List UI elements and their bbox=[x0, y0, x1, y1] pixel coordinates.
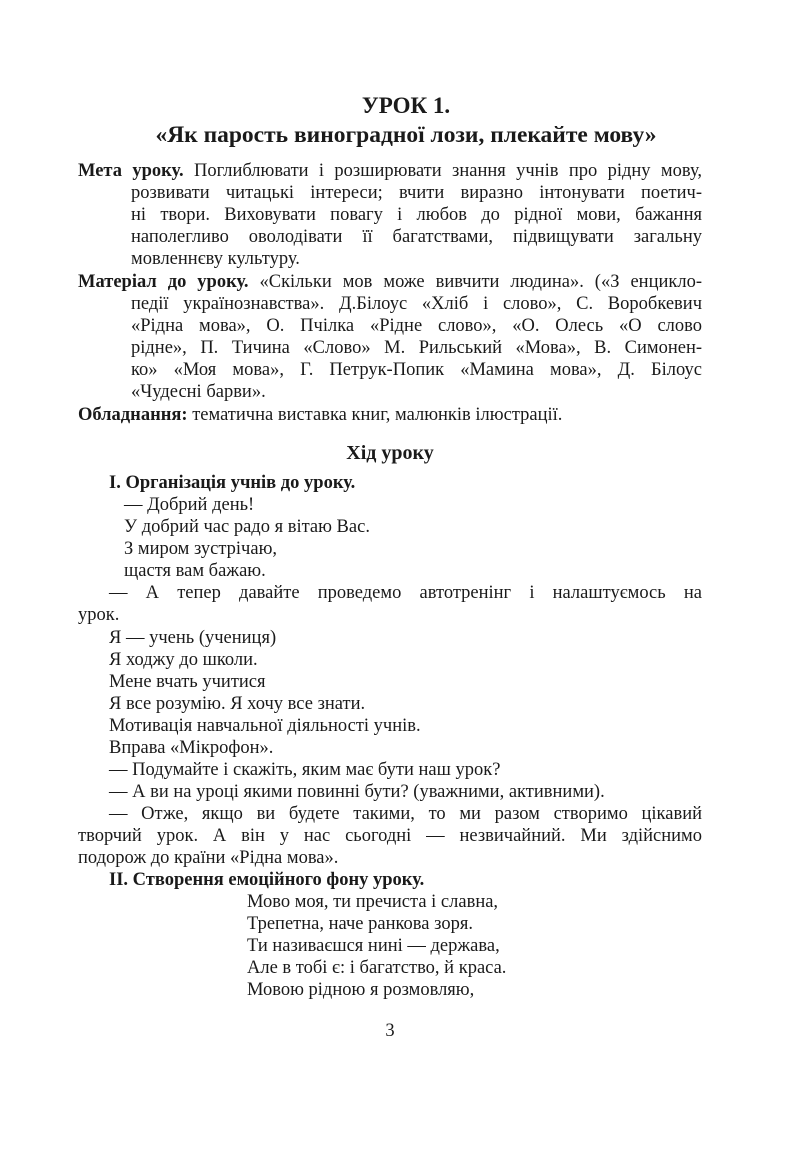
lesson-subtitle: «Як парость виноградної лози, плекайте мову» bbox=[155, 122, 657, 148]
material-line-4: рідне», П. Тичина «Слово» М. Рильський «Мова», В. Симонен- bbox=[131, 338, 702, 358]
affirmation-line-7: — Подумайте і скажіть, яким має бути наш урок? bbox=[109, 760, 501, 780]
conclusion-line-3: подорож до країни «Рідна мова». bbox=[78, 848, 339, 868]
conclusion-line-1: — Отже, якщо ви будете такими, то ми разом створимо цікавий bbox=[109, 804, 702, 824]
poem-line-5: Мовою рідною я розмовляю, bbox=[247, 980, 475, 1000]
goal-label: Мета уроку. bbox=[78, 161, 184, 181]
greeting-line-3: З миром зустрічаю, bbox=[124, 539, 278, 559]
material-text: «Скільки мов може вивчити людина». («З енцикло- bbox=[259, 272, 702, 292]
material-line-1 bbox=[78, 271, 702, 293]
affirmation-line-6: Вправа «Мікрофон». bbox=[109, 738, 274, 758]
goal-line-1 bbox=[78, 160, 702, 182]
poem-line-1: Мово моя, ти пречиста і славна, bbox=[247, 892, 499, 912]
page-number: 3 bbox=[385, 1021, 395, 1041]
autotraining-line-1: — А тепер давайте проведемо автотренінг і налаштуємось на bbox=[109, 583, 702, 603]
affirmation-line-8: — А ви на уроці якими повинні бути? (уважними, активними). bbox=[109, 782, 605, 802]
equipment-label: Обладнання: bbox=[78, 405, 188, 425]
material-label: Матеріал до уроку. bbox=[78, 272, 249, 292]
autotraining-line-2: урок. bbox=[78, 605, 120, 625]
material-line-3: «Рідна мова», О. Пчілка «Рідне слово», «О. Олесь «О слово bbox=[131, 316, 702, 336]
section-2-heading: ІІ. Створення емоційного фону уроку. bbox=[109, 870, 425, 890]
poem-line-2: Трепетна, наче ранкова зоря. bbox=[247, 914, 473, 934]
affirmation-line-3: Мене вчать учитися bbox=[109, 672, 266, 692]
goal-line-3: ні твори. Виховувати повагу і любов до рідної мови, бажання bbox=[131, 205, 702, 225]
greeting-line-4: щастя вам бажаю. bbox=[124, 561, 266, 581]
affirmation-line-4: Я все розумію. Я хочу все знати. bbox=[109, 694, 366, 714]
section-1-heading: І. Організація учнів до уроку. bbox=[109, 473, 356, 493]
material-line-5: ко» «Моя мова», Г. Петрук-Попик «Мамина мова», Д. Білоус bbox=[131, 360, 702, 380]
goal-line-2: розвивати читацькі інтереси; вчити виразно інтонувати поетич- bbox=[131, 183, 702, 203]
material-line-2: педії українознавства». Д.Білоус «Хліб і слово», С. Воробкевич bbox=[131, 294, 702, 314]
affirmation-line-5: Мотивація навчальної діяльності учнів. bbox=[109, 716, 421, 736]
equipment-text: тематична виставка книг, малюнків ілюстрації. bbox=[192, 405, 563, 425]
goal-line-4: наполегливо оволодівати її багатствами, підвищувати загальну bbox=[131, 227, 702, 247]
conclusion-line-2: творчий урок. А він у нас сьогодні — незвичайний. Ми здійснимо bbox=[78, 826, 702, 846]
lesson-title: УРОК 1. bbox=[361, 93, 451, 118]
goal-text: Поглиблювати і розширювати знання учнів про рідну мову, bbox=[193, 161, 703, 181]
greeting-line-1: — Добрий день! bbox=[124, 495, 255, 515]
greeting-line-2: У добрий час радо я вітаю Вас. bbox=[124, 517, 370, 537]
affirmation-line-1: Я — учень (учениця) bbox=[109, 628, 277, 648]
poem-line-4: Але в тобі є: і багатство, й краса. bbox=[247, 958, 507, 978]
poem-line-3: Ти називаєшся нині — держава, bbox=[247, 936, 500, 956]
affirmation-line-2: Я ходжу до школи. bbox=[109, 650, 258, 670]
equipment-line bbox=[78, 404, 562, 426]
material-line-6: «Чудесні барви». bbox=[131, 382, 266, 402]
progress-heading: Хід уроку bbox=[346, 442, 434, 464]
goal-line-5: мовленнєву культуру. bbox=[131, 249, 300, 269]
